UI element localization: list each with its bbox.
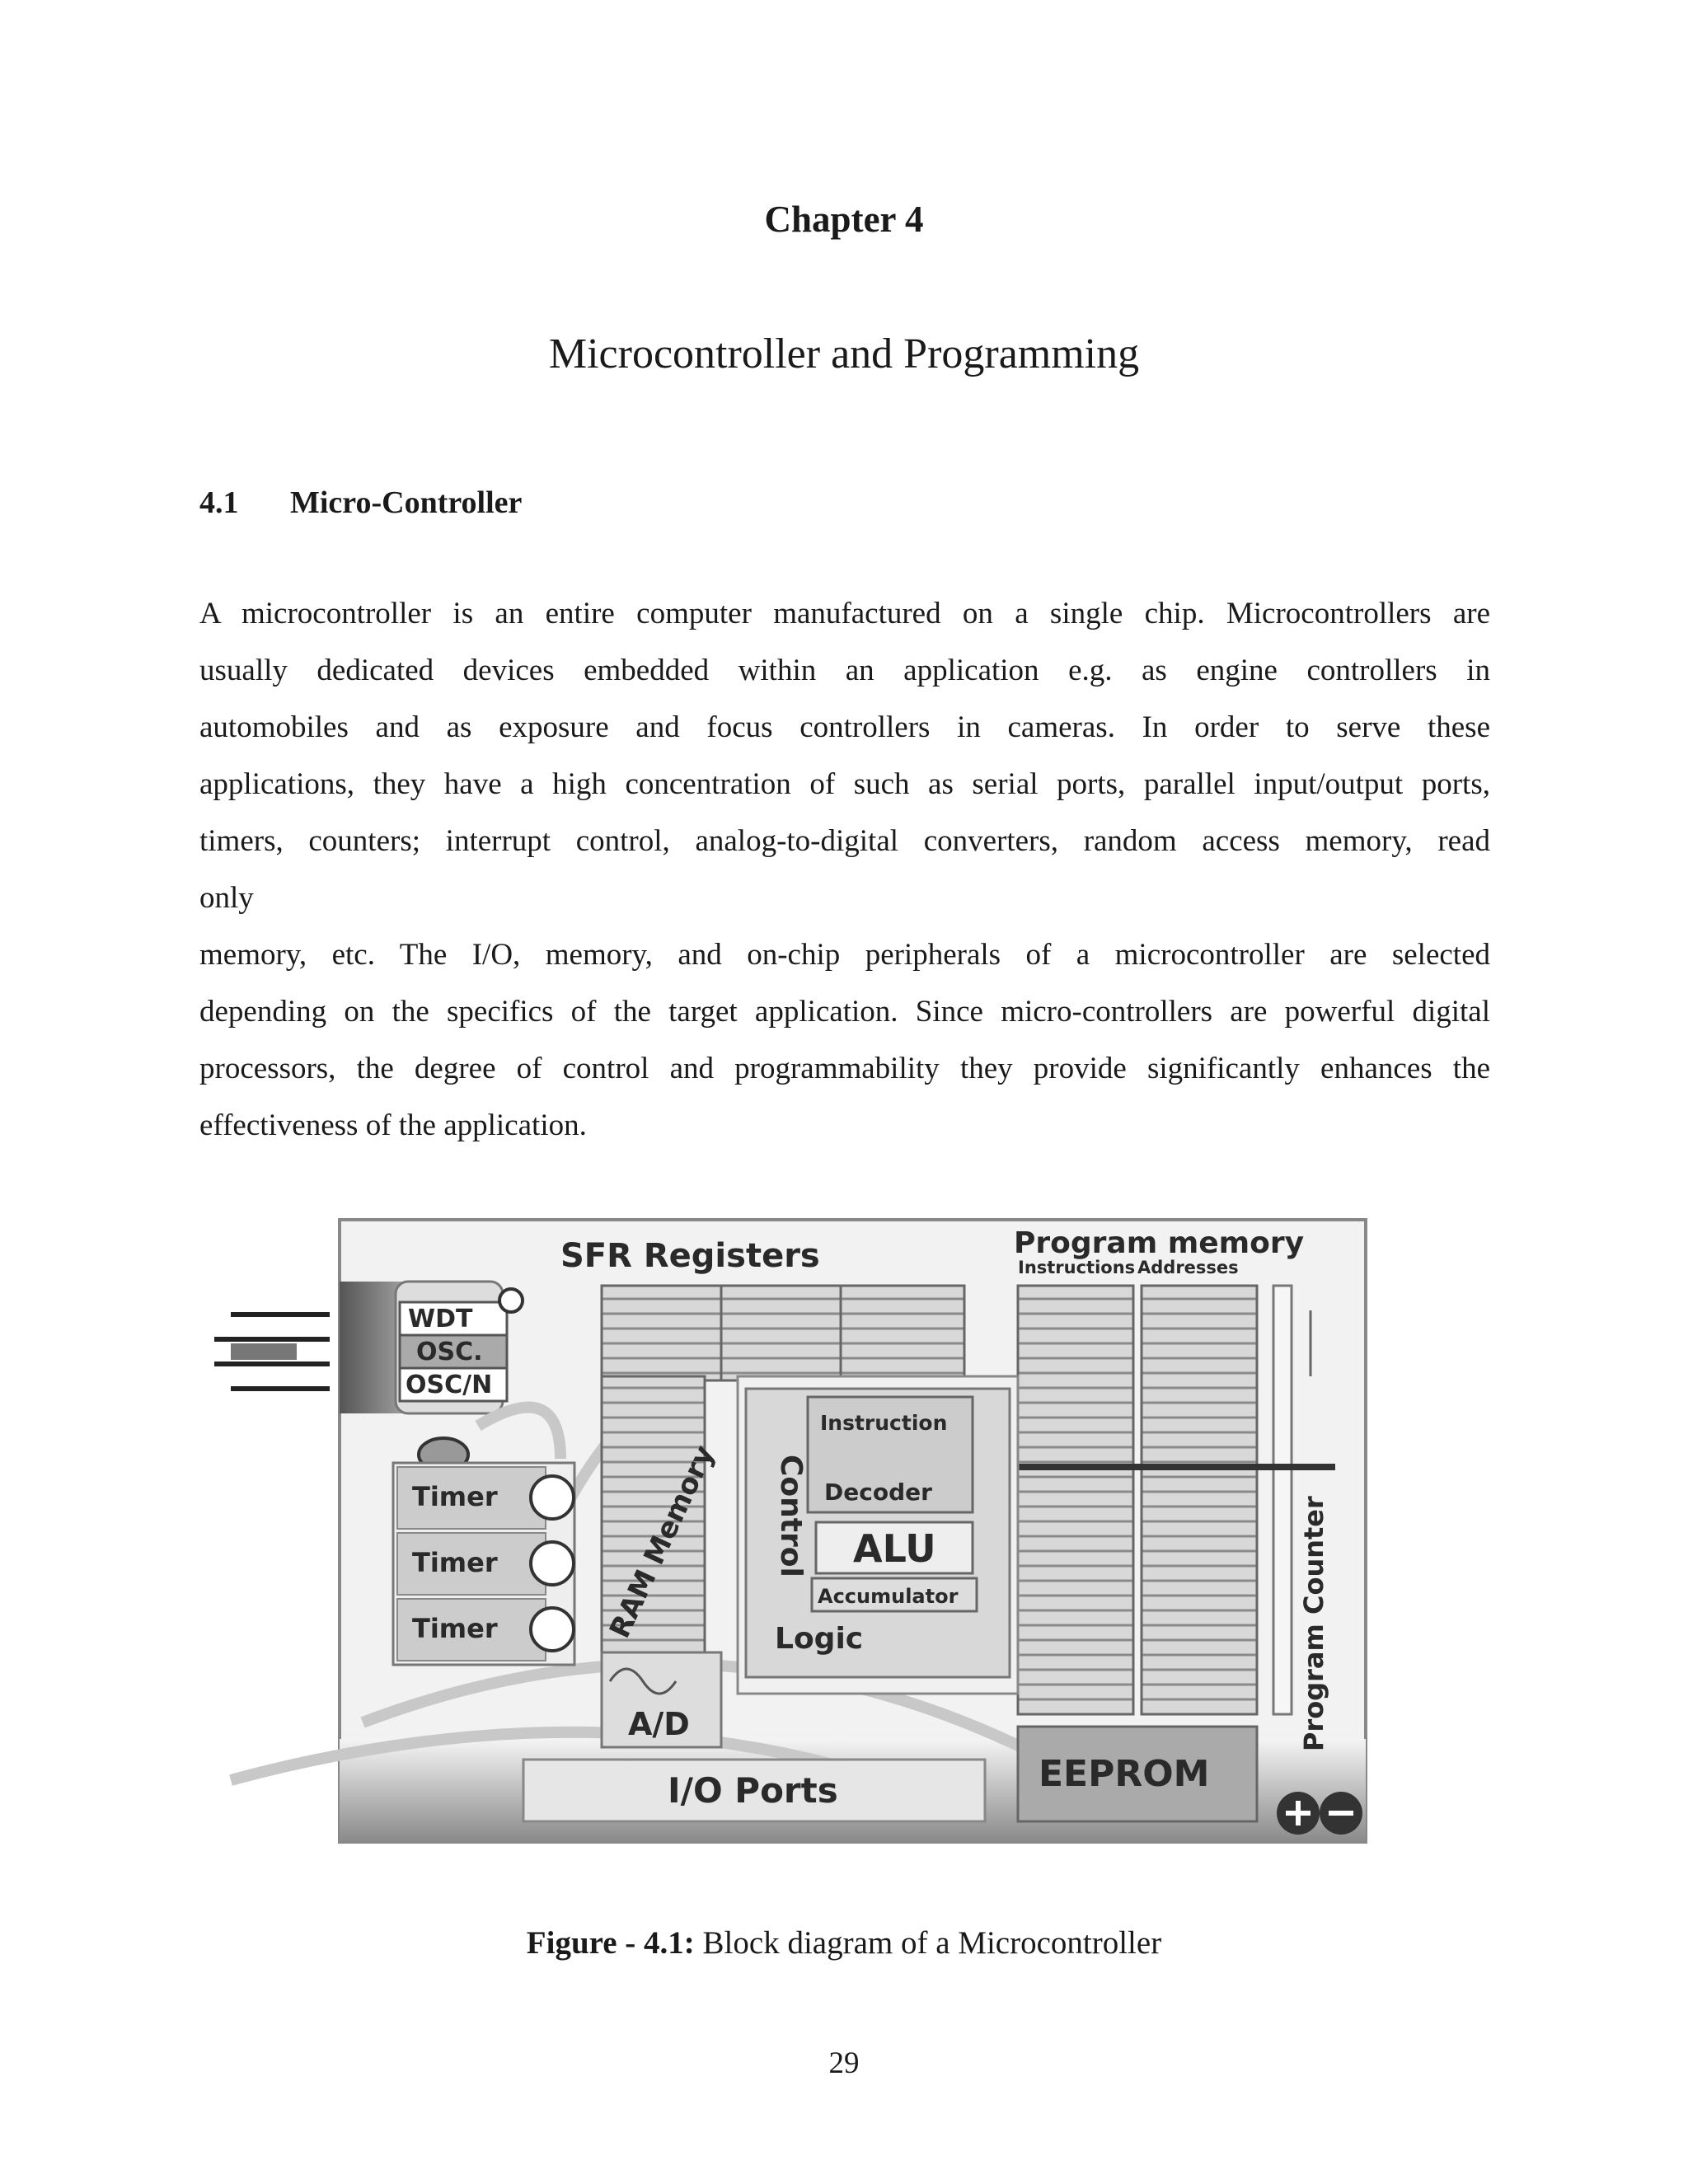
timer-label: Timer (412, 1613, 498, 1644)
section-title: Micro-Controller (290, 485, 523, 520)
logic-label: Logic (775, 1622, 864, 1656)
paragraph-line: only (199, 881, 254, 915)
program-memory-addresses (1142, 1286, 1257, 1714)
instruction-label: Instruction (820, 1411, 948, 1435)
chapter-title: Microcontroller and Programming (548, 330, 1140, 377)
program-memory-label: Program memory (1014, 1226, 1305, 1260)
program-counter-label: Program Counter (1298, 1496, 1329, 1751)
paragraph-line: applications, they have a high concentration of such as serial ports, parallel input/output ports, (199, 767, 1490, 801)
eeprom-label: EEPROM (1039, 1753, 1210, 1795)
paragraph-line: depending on the specifics of the target application. Since micro-controllers are powerful digital (199, 995, 1490, 1029)
page-number: 29 (828, 2046, 860, 2080)
figure-caption (0, 1924, 1688, 1961)
stopwatch-icon (499, 1289, 523, 1312)
paragraph-line: automobiles and as exposure and focus controllers in cameras. In order to serve these (199, 710, 1490, 744)
figure-label: Figure - 4.1: (526, 1925, 695, 1961)
paragraph-line: A microcontroller is an entire computer manufactured on a single chip. Microcontrollers are (199, 597, 1490, 630)
paragraph-line: memory, etc. The I/O, memory, and on-chip peripherals of a microcontroller are selected (199, 938, 1490, 972)
accumulator-label: Accumulator (818, 1585, 959, 1608)
wdt-label: WDT (408, 1305, 473, 1333)
clock-icon (531, 1476, 574, 1519)
program-memory-instructions (1018, 1286, 1133, 1714)
control-label: Control (774, 1455, 808, 1577)
sfr-registers-block (602, 1286, 964, 1380)
clock-icon (531, 1542, 574, 1585)
io-ports-label: I/O Ports (668, 1770, 838, 1811)
section-heading (199, 485, 522, 521)
sfr-registers-label: SFR Registers (560, 1237, 820, 1275)
figure-caption-text: Block diagram of a Microcontroller (694, 1925, 1162, 1961)
instructions-label: Instructions (1018, 1258, 1136, 1277)
alu-label: ALU (853, 1526, 936, 1571)
timer-block (393, 1463, 574, 1665)
program-counter-column (1273, 1286, 1292, 1714)
paragraph-line: effectiveness of the application. (199, 1108, 587, 1142)
osc-label: OSC. (416, 1338, 483, 1366)
timer-label: Timer (412, 1481, 498, 1512)
chapter-heading: Chapter 4 (764, 199, 924, 240)
ram-memory-label: RAM Memory (603, 1440, 721, 1643)
external-pins (214, 1315, 330, 1389)
oscn-label: OSC/N (406, 1371, 493, 1399)
section-number: 4.1 (199, 485, 239, 520)
addresses-label: Addresses (1137, 1258, 1239, 1277)
paragraph-line: usually dedicated devices embedded within an application e.g. as engine controllers in (199, 654, 1490, 687)
timer-label: Timer (412, 1547, 498, 1578)
paragraph-line: processors, the degree of control and programmability they provide significantly enhances the (199, 1052, 1490, 1085)
paragraph-line: timers, counters; interrupt control, analog-to-digital converters, random access memory, read (199, 824, 1490, 858)
ad-label: A/D (628, 1706, 690, 1742)
clock-icon (531, 1608, 574, 1651)
decoder-label: Decoder (824, 1479, 932, 1506)
microcontroller-block-diagram (214, 1212, 1688, 1871)
